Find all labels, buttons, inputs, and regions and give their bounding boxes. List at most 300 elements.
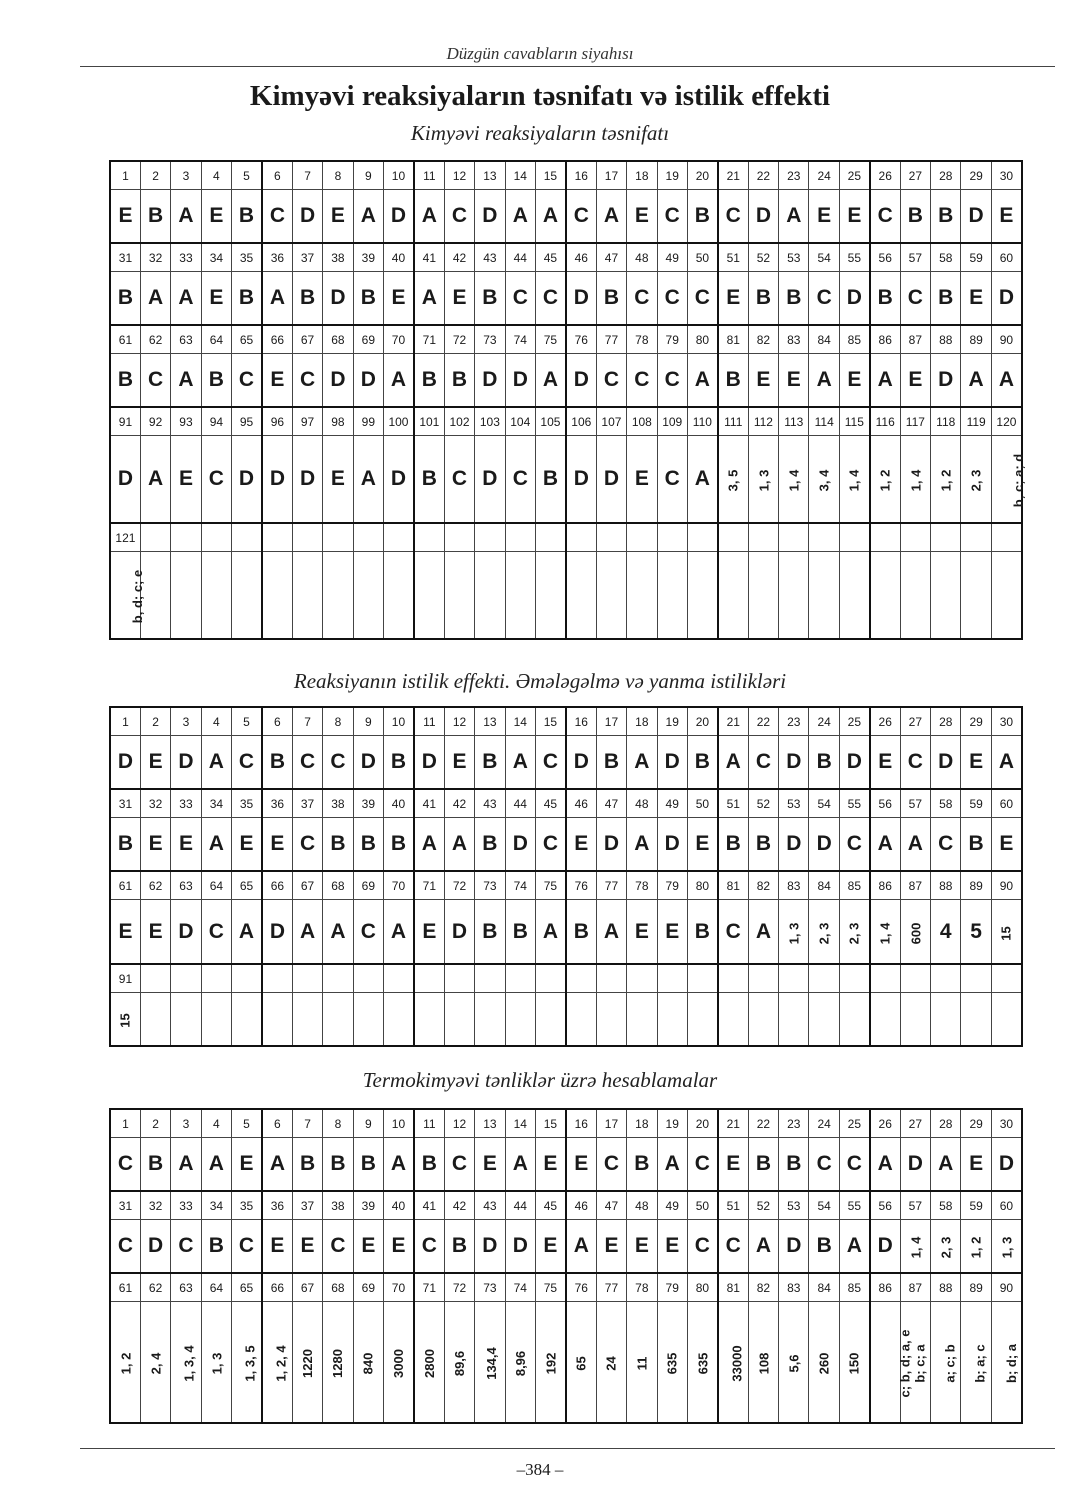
- question-number: 92: [140, 407, 170, 436]
- question-number: 88: [931, 325, 961, 354]
- answer-cell: C: [900, 736, 930, 790]
- question-number: 52: [748, 243, 778, 272]
- question-number: 120: [991, 407, 1022, 436]
- answer-cell: A: [779, 190, 809, 244]
- question-number: 73: [475, 871, 505, 900]
- answer-cell: D: [991, 272, 1022, 326]
- question-number: 46: [566, 1191, 596, 1220]
- answer-cell: 3000: [384, 1302, 414, 1424]
- question-number: 62: [140, 325, 170, 354]
- question-number: 31: [110, 1191, 140, 1220]
- question-number: 19: [657, 707, 687, 736]
- question-number: 58: [931, 243, 961, 272]
- answer-cell: D: [475, 354, 505, 408]
- question-number: [657, 964, 687, 993]
- question-number: 25: [839, 1109, 869, 1138]
- answer-row: [110, 354, 1022, 408]
- answer-cell: A: [323, 900, 353, 965]
- question-number: 1: [110, 161, 140, 190]
- question-number: [991, 964, 1022, 993]
- question-number: 62: [140, 1273, 170, 1302]
- question-number: 13: [475, 161, 505, 190]
- answer-cell: A: [870, 354, 900, 408]
- answer-cell: 260: [809, 1302, 839, 1424]
- question-number: 5: [232, 707, 262, 736]
- question-number: 78: [627, 1273, 657, 1302]
- question-number: 116: [870, 407, 900, 436]
- question-number: 3: [171, 1109, 201, 1138]
- question-number: 17: [596, 161, 626, 190]
- answer-cell: D: [870, 1220, 900, 1274]
- question-number: 91: [110, 407, 140, 436]
- question-number: 112: [748, 407, 778, 436]
- answer-cell: B: [110, 818, 140, 872]
- answer-cell: A: [171, 272, 201, 326]
- question-number: 111: [718, 407, 748, 436]
- answer-cell: [931, 552, 961, 640]
- question-number: [870, 523, 900, 552]
- question-number: 74: [505, 871, 535, 900]
- question-number: 97: [292, 407, 322, 436]
- answer-cell: B: [292, 272, 322, 326]
- answer-cell: D: [779, 736, 809, 790]
- question-number: 36: [262, 1191, 292, 1220]
- question-number: 82: [748, 1273, 778, 1302]
- answer-cell: E: [201, 272, 231, 326]
- answer-cell: [931, 993, 961, 1047]
- question-number: 77: [596, 1273, 626, 1302]
- question-number: [262, 964, 292, 993]
- question-number: [900, 523, 930, 552]
- answer-cell: [900, 993, 930, 1047]
- question-number: 81: [718, 325, 748, 354]
- number-row: [110, 407, 1022, 436]
- answer-cell: B: [687, 190, 717, 244]
- question-number: 60: [991, 1191, 1022, 1220]
- answer-cell: D: [384, 190, 414, 244]
- answer-cell: E: [475, 1138, 505, 1192]
- number-row: [110, 1109, 1022, 1138]
- question-number: 1: [110, 1109, 140, 1138]
- answer-cell: E: [262, 354, 292, 408]
- answer-cell: [657, 993, 687, 1047]
- question-number: 21: [718, 1109, 748, 1138]
- answer-cell: E: [353, 1220, 383, 1274]
- answer-cell: [171, 552, 201, 640]
- question-number: [566, 964, 596, 993]
- answer-cell: E: [657, 900, 687, 965]
- question-number: 40: [384, 243, 414, 272]
- answer-cell: D: [566, 272, 596, 326]
- question-number: [748, 523, 778, 552]
- question-number: 70: [384, 325, 414, 354]
- answer-cell: [991, 993, 1022, 1047]
- answer-cell: B: [779, 1138, 809, 1192]
- question-number: 38: [323, 1191, 353, 1220]
- answer-cell: A: [505, 1138, 535, 1192]
- answer-cell: 1, 4: [779, 436, 809, 524]
- question-number: 43: [475, 243, 505, 272]
- answer-cell: A: [931, 1138, 961, 1192]
- question-number: 64: [201, 325, 231, 354]
- question-number: 8: [323, 161, 353, 190]
- number-row: [110, 1191, 1022, 1220]
- answer-row: [110, 552, 1022, 640]
- question-number: 26: [870, 1109, 900, 1138]
- question-number: [627, 964, 657, 993]
- answer-cell: B: [687, 736, 717, 790]
- question-number: 30: [991, 1109, 1022, 1138]
- question-number: 16: [566, 161, 596, 190]
- number-row: [110, 523, 1022, 552]
- answer-cell: D: [839, 736, 869, 790]
- answer-cell: B: [475, 272, 505, 326]
- number-row: [110, 161, 1022, 190]
- question-number: [931, 964, 961, 993]
- answer-cell: B: [414, 436, 444, 524]
- question-number: 42: [444, 789, 474, 818]
- answer-cell: C: [627, 272, 657, 326]
- question-number: 51: [718, 243, 748, 272]
- question-number: 79: [657, 1273, 687, 1302]
- question-number: 45: [535, 1191, 565, 1220]
- question-number: 61: [110, 325, 140, 354]
- question-number: 88: [931, 871, 961, 900]
- question-number: [961, 964, 991, 993]
- question-number: 70: [384, 1273, 414, 1302]
- answer-cell: A: [140, 436, 170, 524]
- answer-cell: D: [931, 736, 961, 790]
- question-number: 28: [931, 161, 961, 190]
- question-number: 6: [262, 1109, 292, 1138]
- question-number: 113: [779, 407, 809, 436]
- question-number: 10: [384, 707, 414, 736]
- question-number: 52: [748, 1191, 778, 1220]
- question-number: 44: [505, 243, 535, 272]
- question-number: [839, 964, 869, 993]
- answer-cell: E: [900, 354, 930, 408]
- question-number: [232, 523, 262, 552]
- answer-cell: D: [505, 354, 535, 408]
- question-number: 34: [201, 243, 231, 272]
- question-number: 20: [687, 161, 717, 190]
- question-number: 56: [870, 789, 900, 818]
- question-number: 25: [839, 707, 869, 736]
- question-number: [171, 523, 201, 552]
- answer-cell: E: [566, 818, 596, 872]
- question-number: 50: [687, 789, 717, 818]
- question-number: [718, 964, 748, 993]
- question-number: 52: [748, 789, 778, 818]
- question-number: 71: [414, 1273, 444, 1302]
- answer-cell: E: [627, 190, 657, 244]
- answer-cell: C: [657, 436, 687, 524]
- answer-cell: [171, 993, 201, 1047]
- question-number: 55: [839, 243, 869, 272]
- question-number: 24: [809, 1109, 839, 1138]
- answer-cell: D: [475, 190, 505, 244]
- answer-cell: [809, 552, 839, 640]
- answer-cell: D: [353, 736, 383, 790]
- answer-cell: b; a; c: [961, 1302, 991, 1424]
- answer-cell: 1, 2: [870, 436, 900, 524]
- question-number: 5: [232, 1109, 262, 1138]
- question-number: 43: [475, 789, 505, 818]
- question-number: 59: [961, 789, 991, 818]
- answer-cell: D: [384, 436, 414, 524]
- answer-cell: [870, 552, 900, 640]
- question-number: 86: [870, 871, 900, 900]
- question-number: 4: [201, 707, 231, 736]
- question-number: [687, 523, 717, 552]
- question-number: 7: [292, 707, 322, 736]
- answer-cell: B: [353, 1138, 383, 1192]
- answer-cell: D: [323, 272, 353, 326]
- question-number: 86: [870, 1273, 900, 1302]
- answer-cell: E: [384, 1220, 414, 1274]
- question-number: 31: [110, 243, 140, 272]
- answer-table-2: [109, 706, 1023, 1047]
- answer-cell: 24: [596, 1302, 626, 1424]
- answer-cell: A: [262, 272, 292, 326]
- answer-cell: 1220: [292, 1302, 322, 1424]
- question-number: 44: [505, 789, 535, 818]
- question-number: 34: [201, 789, 231, 818]
- answer-row: [110, 1138, 1022, 1192]
- answer-cell: [475, 993, 505, 1047]
- question-number: 53: [779, 1191, 809, 1220]
- question-number: 68: [323, 871, 353, 900]
- answer-cell: B: [718, 354, 748, 408]
- running-header: Düzgün cavabların siyahısı: [446, 44, 634, 63]
- answer-cell: D: [779, 818, 809, 872]
- answer-cell: 1, 3: [991, 1220, 1022, 1274]
- answer-cell: E: [201, 190, 231, 244]
- answer-table-3: [109, 1108, 1023, 1424]
- answer-cell: [718, 552, 748, 640]
- answer-cell: E: [140, 900, 170, 965]
- answer-cell: E: [566, 1138, 596, 1192]
- answer-cell: E: [657, 1220, 687, 1274]
- question-number: 27: [900, 161, 930, 190]
- question-number: 4: [201, 161, 231, 190]
- answer-cell: 1, 4: [900, 436, 930, 524]
- question-number: 106: [566, 407, 596, 436]
- question-number: 101: [414, 407, 444, 436]
- answer-cell: B: [475, 900, 505, 965]
- question-number: 119: [961, 407, 991, 436]
- question-number: 10: [384, 1109, 414, 1138]
- question-number: [535, 964, 565, 993]
- answer-cell: D: [505, 818, 535, 872]
- answer-cell: A: [991, 736, 1022, 790]
- question-number: 17: [596, 1109, 626, 1138]
- answer-cell: C: [505, 272, 535, 326]
- question-number: 19: [657, 161, 687, 190]
- question-number: 37: [292, 1191, 322, 1220]
- question-number: 29: [961, 707, 991, 736]
- answer-row: [110, 272, 1022, 326]
- answer-cell: B: [931, 272, 961, 326]
- answer-cell: b, d; c; e: [110, 552, 140, 640]
- answer-cell: A: [718, 736, 748, 790]
- answer-cell: [262, 552, 292, 640]
- answer-cell: A: [535, 900, 565, 965]
- question-number: [839, 523, 869, 552]
- answer-cell: E: [627, 436, 657, 524]
- question-number: 40: [384, 1191, 414, 1220]
- answer-cell: B: [292, 1138, 322, 1192]
- question-number: 61: [110, 871, 140, 900]
- question-number: [779, 964, 809, 993]
- answer-cell: E: [535, 1220, 565, 1274]
- question-number: [718, 523, 748, 552]
- question-number: 36: [262, 243, 292, 272]
- answer-cell: D: [779, 1220, 809, 1274]
- question-number: 76: [566, 1273, 596, 1302]
- answer-cell: E: [839, 190, 869, 244]
- question-number: 4: [201, 1109, 231, 1138]
- question-number: 57: [900, 789, 930, 818]
- answer-cell: [566, 993, 596, 1047]
- answer-cell: 3, 5: [718, 436, 748, 524]
- answer-cell: [475, 552, 505, 640]
- answer-cell: [657, 552, 687, 640]
- answer-cell: E: [232, 1138, 262, 1192]
- question-number: 18: [627, 707, 657, 736]
- question-number: 89: [961, 325, 991, 354]
- question-number: 77: [596, 871, 626, 900]
- question-number: 40: [384, 789, 414, 818]
- answer-cell: C: [687, 1138, 717, 1192]
- question-number: 73: [475, 1273, 505, 1302]
- answer-cell: A: [870, 1138, 900, 1192]
- question-number: 108: [627, 407, 657, 436]
- question-number: 49: [657, 243, 687, 272]
- question-number: 80: [687, 871, 717, 900]
- answer-cell: A: [232, 900, 262, 965]
- answer-cell: E: [262, 818, 292, 872]
- question-number: 64: [201, 1273, 231, 1302]
- question-number: 41: [414, 789, 444, 818]
- answer-cell: C: [171, 1220, 201, 1274]
- question-number: 16: [566, 707, 596, 736]
- question-number: 50: [687, 1191, 717, 1220]
- question-number: 35: [232, 789, 262, 818]
- answer-cell: B: [748, 818, 778, 872]
- question-number: [444, 964, 474, 993]
- question-number: 39: [353, 243, 383, 272]
- question-number: 76: [566, 325, 596, 354]
- answer-cell: C: [566, 190, 596, 244]
- answer-cell: D: [748, 190, 778, 244]
- answer-cell: E: [232, 818, 262, 872]
- answer-cell: C: [687, 272, 717, 326]
- question-number: 66: [262, 325, 292, 354]
- question-number: [414, 523, 444, 552]
- question-number: 20: [687, 707, 717, 736]
- question-number: [444, 523, 474, 552]
- answer-cell: A: [292, 900, 322, 965]
- answer-cell: [627, 552, 657, 640]
- answer-cell: C: [596, 354, 626, 408]
- answer-cell: C: [900, 272, 930, 326]
- number-row: [110, 1273, 1022, 1302]
- question-number: 75: [535, 871, 565, 900]
- question-number: 47: [596, 1191, 626, 1220]
- question-number: 82: [748, 871, 778, 900]
- answer-cell: B: [718, 818, 748, 872]
- answer-cell: [687, 552, 717, 640]
- answer-cell: B: [140, 1138, 170, 1192]
- answer-row: [110, 190, 1022, 244]
- answer-cell: D: [140, 1220, 170, 1274]
- answer-cell: [232, 552, 262, 640]
- question-number: 87: [900, 325, 930, 354]
- answer-cell: C: [870, 190, 900, 244]
- answer-cell: A: [201, 736, 231, 790]
- question-number: 114: [809, 407, 839, 436]
- answer-cell: C: [201, 900, 231, 965]
- section-title-3: Termokimyəvi tənliklər üzrə hesablamalar: [362, 1068, 718, 1092]
- question-number: 14: [505, 1109, 535, 1138]
- question-number: 38: [323, 789, 353, 818]
- answer-cell: C: [323, 736, 353, 790]
- question-number: 64: [201, 871, 231, 900]
- question-number: 109: [657, 407, 687, 436]
- question-number: 89: [961, 1273, 991, 1302]
- number-row: [110, 325, 1022, 354]
- answer-cell: C: [657, 190, 687, 244]
- question-number: 82: [748, 325, 778, 354]
- answer-cell: 33000: [718, 1302, 748, 1424]
- answer-cell: 4: [931, 900, 961, 965]
- question-number: 30: [991, 161, 1022, 190]
- answer-cell: C: [596, 1138, 626, 1192]
- answer-cell: D: [414, 736, 444, 790]
- question-number: 42: [444, 1191, 474, 1220]
- question-number: 61: [110, 1273, 140, 1302]
- answer-cell: A: [627, 818, 657, 872]
- answer-cell: C: [687, 1220, 717, 1274]
- answer-cell: A: [353, 190, 383, 244]
- answer-cell: B: [687, 900, 717, 965]
- answer-cell: C: [535, 818, 565, 872]
- answer-row: [110, 736, 1022, 790]
- question-number: 45: [535, 243, 565, 272]
- answer-cell: B: [748, 1138, 778, 1192]
- answer-cell: C: [535, 272, 565, 326]
- answer-cell: C: [931, 818, 961, 872]
- question-number: 20: [687, 1109, 717, 1138]
- answer-cell: [505, 993, 535, 1047]
- question-number: 74: [505, 325, 535, 354]
- question-number: 22: [748, 1109, 778, 1138]
- question-number: [657, 523, 687, 552]
- answer-cell: A: [384, 900, 414, 965]
- answer-cell: E: [444, 272, 474, 326]
- question-number: 68: [323, 1273, 353, 1302]
- answer-cell: D: [110, 736, 140, 790]
- question-number: 16: [566, 1109, 596, 1138]
- answer-cell: 1, 3: [779, 900, 809, 965]
- answer-cell: D: [566, 436, 596, 524]
- answer-cell: B: [779, 272, 809, 326]
- answer-cell: E: [961, 736, 991, 790]
- answer-cell: b; c; a: [900, 1302, 930, 1424]
- question-number: 26: [870, 161, 900, 190]
- answer-cell: A: [748, 1220, 778, 1274]
